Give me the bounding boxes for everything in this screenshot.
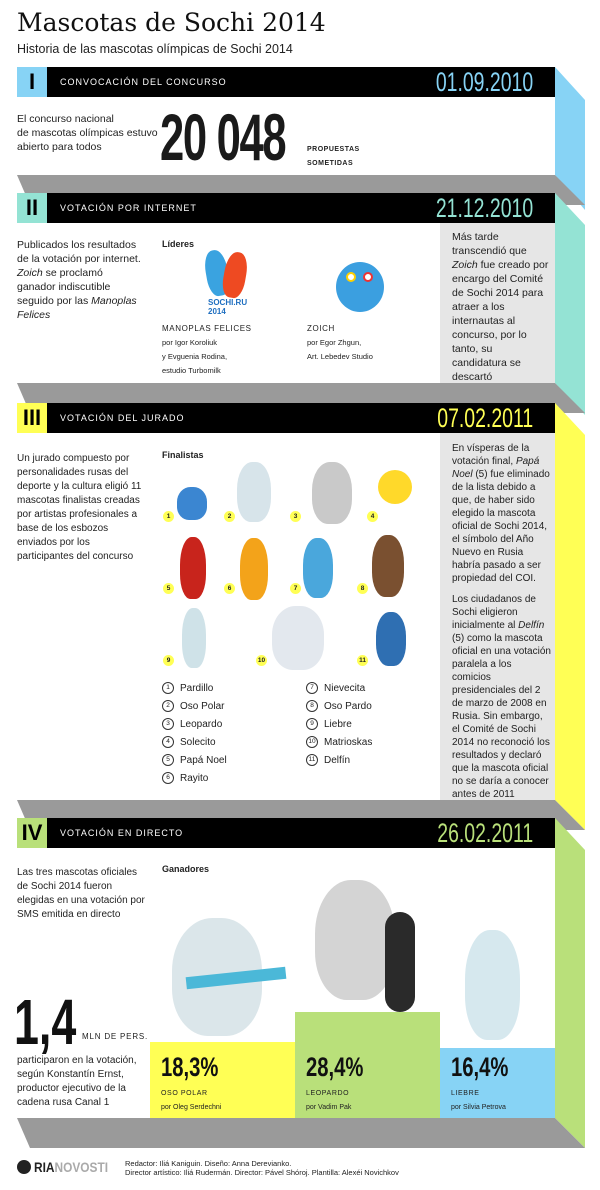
- s1-date: 01.09.2010: [435, 67, 533, 97]
- s1-unit-line: SOMETIDAS: [307, 160, 354, 167]
- t: Manoplas Felices: [17, 295, 137, 321]
- s3-side: [555, 403, 585, 830]
- result-liebre: [440, 1048, 555, 1118]
- s2-title: VOTACIÓN POR INTERNET: [60, 203, 197, 213]
- finalist-number-badge: 11: [357, 655, 368, 666]
- finalist-list-item: [162, 682, 213, 696]
- finalist-list-item: [306, 682, 365, 696]
- t: Delfín: [518, 620, 545, 631]
- result-percent: 18,3%: [161, 1052, 219, 1082]
- finalist-list-item: [162, 736, 216, 750]
- s3-text: Un jurado compuesto por personalidades rusas del deporte y la cultura eligió 11 mascotas finalistas creadas por artistas profesionales a base de los esbozos enviados por los participantes del concurso: [17, 453, 142, 562]
- mascot-papa-noel-image: [180, 537, 206, 599]
- s2-side-text: [452, 230, 550, 384]
- mascot-liebre-image: [182, 608, 206, 668]
- finalist-number-badge: 5: [163, 583, 174, 594]
- result-author: por Silvia Petrova: [451, 1104, 506, 1111]
- mascot-pardillo-image: [177, 487, 207, 520]
- sochi-logo: SOCHI.RU 2014: [208, 298, 248, 316]
- finalist-number-badge: 9: [163, 655, 174, 666]
- result-oso-polar: [150, 1042, 295, 1118]
- mascot-solecito-image: [378, 470, 412, 504]
- finalist-number-badge: 10: [257, 657, 266, 664]
- zoich-caption: [307, 322, 373, 364]
- s4-text: Las tres mascotas oficiales de Sochi 2014 fueron elegidas en una votación por SMS emitida en directo: [17, 867, 145, 920]
- t: Publicados los resultados de la votación por internet.: [17, 239, 141, 265]
- finalist-number-badge: 4: [367, 511, 378, 522]
- zoich-eye-icon: [346, 272, 356, 282]
- logo-part: RIA: [34, 1159, 55, 1175]
- s3-title: VOTACIÓN DEL JURADO: [60, 413, 185, 423]
- s3-roman: III: [17, 403, 47, 433]
- s4-unit: MLN DE PERS.: [82, 1032, 149, 1041]
- finalist-list-item: [306, 700, 372, 714]
- finalist-name: Oso Polar: [180, 701, 225, 712]
- finalist-list-item: [306, 736, 372, 750]
- t: (5) fue eliminado de la lista debido a que, de haber sido elegido la mascota oficial de Sochi 2014, el símbolo del Año Nuevo en Rusia habría pasado a ser propiedad del COI.: [452, 469, 550, 584]
- number-circle: 8: [306, 700, 318, 712]
- result-name: OSO POLAR: [161, 1090, 208, 1097]
- mascot-oso-polar-image: [237, 462, 271, 522]
- t: Los ciudadanos de Sochi eligieron inicialmente al: [452, 594, 536, 631]
- finalist-number-badge: 7: [290, 583, 301, 594]
- s1-unit-line: PROPUESTAS: [307, 146, 360, 153]
- s4-band: [17, 1118, 585, 1148]
- result-leopardo: [295, 1012, 440, 1118]
- finalist-name: Liebre: [324, 719, 352, 730]
- result-name: LIEBRE: [451, 1090, 480, 1097]
- s1-text-line: de mascotas olímpicas estuvo: [17, 127, 158, 139]
- finalist-list-item: [306, 718, 352, 732]
- mascot-nievecita-image: [303, 538, 333, 598]
- caption-line: por Egor Zhgun,: [307, 338, 362, 347]
- mascot-delfin-image: [376, 612, 406, 666]
- mascot-leopardo-image: [312, 462, 352, 524]
- number-circle: 11: [306, 754, 318, 766]
- logo-part: NOVOSTI: [54, 1159, 109, 1175]
- s3-side-text-2: [452, 593, 552, 801]
- t: (5) como la mascota oficial en una votación paralela a los comicios presidenciales del 2 de marzo de 2008 en Rusia. Sin embargo, el Comité de Sochi 2014 no reconoció los resultados y declaró que la mascota oficial no se daría a conocer antes de 2011: [452, 633, 551, 800]
- page-title: Mascotas de Sochi 2014: [17, 8, 326, 37]
- finalist-name: Nievecita: [324, 683, 366, 694]
- s2-leaders-label: Líderes: [162, 239, 195, 249]
- winner-liebre-image: [465, 930, 520, 1040]
- t: Papá Noel: [452, 456, 540, 480]
- s1-roman: I: [17, 67, 47, 97]
- finalist-list-item: [162, 700, 224, 714]
- credits-line: Director artístico: Iliá Rudermán. Director: Pável Shóroj. Plantilla: Alexéi Novichkov: [125, 1168, 399, 1177]
- number-circle: 1: [162, 682, 174, 694]
- s4-header: [17, 818, 555, 848]
- s3-finalists-label: Finalistas: [162, 450, 204, 460]
- number-circle: 6: [162, 772, 174, 784]
- number-circle: 9: [306, 718, 318, 730]
- number-circle: 3: [162, 718, 174, 730]
- snowboard-shape: [385, 912, 415, 1012]
- t: En vísperas de la votación final,: [452, 443, 530, 467]
- finalist-name: Solecito: [180, 737, 216, 748]
- s4-side: [555, 818, 585, 1148]
- result-name: LEOPARDO: [306, 1090, 350, 1097]
- t: Zoich: [17, 267, 43, 279]
- finalist-name: Rayito: [180, 773, 209, 784]
- caption-line: estudio Turbomilk: [162, 366, 221, 375]
- finalist-name: Oso Pardo: [324, 701, 372, 712]
- s4-date: 26.02.2011: [437, 818, 533, 848]
- caption-line: y Evguenia Rodina,: [162, 352, 228, 361]
- s4-text2: participaron en la votación, según Konstantín Ernst, productor ejecutivo de la cadena rusa Canal 1: [17, 1055, 137, 1108]
- ria-logo-icon: [17, 1160, 31, 1174]
- result-percent: 28,4%: [306, 1052, 364, 1082]
- s3-header: [17, 403, 555, 433]
- t: se proclamó ganador indiscutible seguido por las: [17, 267, 111, 307]
- s2-roman: II: [17, 193, 47, 223]
- t: fue creado por encargo del Comité de Sochi 2014 para atraer a los internautas al concurso, por lo tanto, su candidatura se descartó: [452, 259, 549, 383]
- mascot-matrioskas-image: [272, 606, 324, 670]
- winner-leopardo-image: [315, 880, 395, 1000]
- number-circle: 4: [162, 736, 174, 748]
- finalist-number-badge: 2: [224, 511, 235, 522]
- s2-text: [17, 238, 142, 322]
- finalist-list-item: [162, 772, 208, 786]
- credits: [125, 1159, 399, 1177]
- finalist-list-item: [162, 718, 222, 732]
- s1-big-number: 20 048: [160, 100, 286, 174]
- t: Más tarde transcendió que: [452, 231, 527, 257]
- s4-title: VOTACIÓN EN DIRECTO: [60, 828, 184, 838]
- finalist-number-badge: 8: [357, 583, 368, 594]
- s2-date: 21.12.2010: [435, 193, 533, 223]
- caption-name: ZOICH: [307, 324, 335, 333]
- finalist-number-badge: 6: [224, 583, 235, 594]
- s4-winners-label: Ganadores: [162, 864, 210, 874]
- number-circle: 7: [306, 682, 318, 694]
- s1-unit: [307, 143, 360, 171]
- caption-name: MANOPLAS FELICES: [162, 324, 252, 333]
- page-subtitle: Historia de las mascotas olímpicas de Sochi 2014: [17, 42, 293, 56]
- finalist-list-item: [306, 754, 350, 768]
- zoich-mascot-image: [336, 262, 384, 312]
- s1-text-line: El concurso nacional: [17, 113, 114, 125]
- zoich-eye-icon: [363, 272, 373, 282]
- s2-header: [17, 193, 555, 223]
- finalist-number-badge: 3: [290, 511, 301, 522]
- s4-roman: IV: [17, 818, 47, 848]
- mascot-oso-pardo-image: [372, 535, 404, 597]
- s2-side: [555, 193, 585, 415]
- t: Zoich: [452, 259, 478, 271]
- s1-text-line: abierto para todos: [17, 141, 102, 153]
- s1-text: [17, 112, 158, 154]
- result-author: por Oleg Serdechni: [161, 1104, 222, 1111]
- s3-side-text-1: [452, 442, 552, 585]
- s1-header: [17, 67, 555, 97]
- number-circle: 5: [162, 754, 174, 766]
- s3-date: 07.02.2011: [437, 403, 533, 433]
- finalist-number-badge: 1: [163, 511, 174, 522]
- finalist-name: Matrioskas: [324, 737, 373, 748]
- number-circle: 10: [306, 736, 318, 748]
- result-author: por Vadim Pak: [306, 1104, 352, 1111]
- result-percent: 16,4%: [451, 1052, 509, 1082]
- finalist-name: Leopardo: [180, 719, 223, 730]
- s4-big-number: 1,4: [14, 986, 77, 1058]
- finalist-name: Papá Noel: [180, 755, 227, 766]
- s1-title: CONVOCACIÓN DEL CONCURSO: [60, 77, 227, 87]
- finalist-list-item: [162, 754, 227, 768]
- finalist-name: Pardillo: [180, 683, 214, 694]
- caption-line: por Igor Koroliuk: [162, 338, 218, 347]
- s3-side-text: [452, 442, 552, 809]
- ria-novosti-logo: [34, 1159, 108, 1175]
- caption-line: Art. Lebedev Studio: [307, 352, 373, 361]
- number-circle: 2: [162, 700, 174, 712]
- finalist-name: Delfín: [324, 755, 351, 766]
- credits-line: Redactor: Iliá Kaniguin. Diseño: Anna Derevianko.: [125, 1159, 292, 1168]
- manoplas-caption: [162, 322, 252, 378]
- mascot-rayito-image: [240, 538, 268, 600]
